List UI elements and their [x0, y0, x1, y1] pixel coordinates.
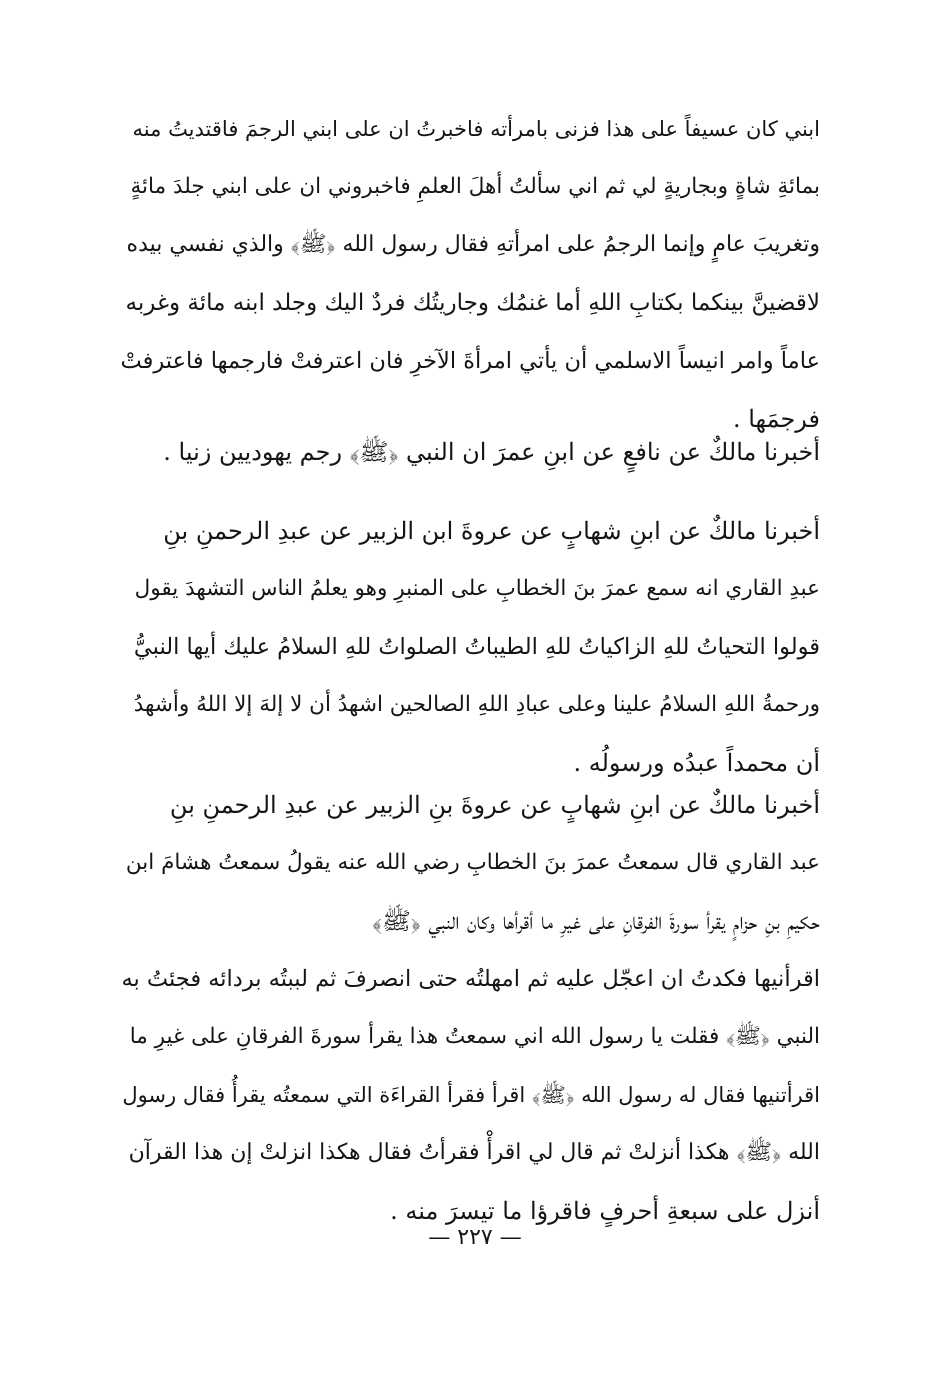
text-line: أخبرنا مالكٌ عن نافعٍ عن ابنِ عمرَ ان النبي ﴿ﷺ﴾ رجم يهوديين زنيا . — [163, 438, 820, 466]
text-line: أنزل على سبعةِ أحرفٍ فاقرؤا ما تيسرَ منه . — [390, 1197, 820, 1225]
text-line: عبدِ القاري انه سمع عمرَ بنَ الخطابِ على المنبرِ وهو يعلمُ الناس التشهدَ يقول — [134, 576, 820, 601]
text-line: أخبرنا مالكٌ عن ابنِ شهابٍ عن عروةَ ابن الزبير عن عبدِ الرحمنِ بنِ — [163, 517, 820, 545]
text-line: وتغريبَ عامٍ وإنما الرجمُ على امرأتهِ فقال رسول الله ﴿ﷺ﴾ والذي نفسي بيده — [126, 232, 820, 257]
paragraph-3 — [120, 502, 820, 792]
paragraph-1 — [120, 100, 820, 448]
text-line: أن محمداً عبدُه ورسولُه . — [573, 749, 820, 777]
text-line: اقرأتنيها فقال له رسول الله ﴿ﷺ﴾ اقرأ فقرأ القراءَة التي سمعتُه يقرأُ فقال رسول — [122, 1083, 820, 1107]
text-line: ابني كان عسيفاً على هذا فزنى بامرأته فاخبرتُ ان على ابني الرجمَ فاقتديتُ منه — [132, 117, 820, 141]
text-line: بمائةِ شاةٍ وبجاريةٍ لي ثم اني سألتُ أهلَ العلمِ فاخبروني ان على ابني جلدَ مائةٍ — [130, 174, 820, 199]
text-line: فرجمَها . — [732, 405, 820, 433]
text-line: عاماً وامر انيساً الاسلمي أن يأتي امرأةَ الآخرِ فان اعترفتْ فارجمها فاعترفتْ — [120, 348, 820, 374]
text-line: عبد القاري قال سمعتُ عمرَ بنَ الخطابِ رضي الله عنه يقولُ سمعتُ هشامَ ابن — [125, 850, 820, 875]
paragraph-2 — [120, 423, 820, 481]
text-line: قولوا التحياتُ للهِ الزاكياتُ للهِ الطيباتُ الصلواتُ للهِ السلامُ عليك أيها النبيُّ — [133, 634, 820, 660]
text-line: النبي ﴿ﷺ﴾ فقلت يا رسول الله اني سمعتُ هذا يقرأ سورةَ الفرقانِ على غيرِ ما — [129, 1024, 820, 1049]
text-line: لاقضينَّ بينكما بكتابِ اللهِ أما غنمُك وجاريتُك فردٌ اليك وجلد ابنه مائة وغربه — [125, 290, 820, 316]
text-line: أخبرنا مالكٌ عن ابنِ شهابٍ عن عروةَ بنِ الزبير عن عبدِ الرحمنِ بنِ — [169, 791, 820, 819]
paragraph-4 — [120, 776, 820, 1240]
text-line: الله ﴿ﷺ﴾ هكذا أنزلتْ ثم قال لي اقرأْ فقرأتُ فقال هكذا انزلتْ إن هذا القرآن — [128, 1140, 820, 1165]
text-line: حكيمِ بنِ حزامٍ يقرأ سورةَ الفرقانِ على غيرِ ما أقرأها وكان النبي ﴿ﷺ﴾ — [372, 907, 820, 935]
text-line: اقرأنيها فكدتُ ان اعجّل عليه ثم امهلتُه حتى انصرفَ ثم لببتُه بردائه فجئتُ به — [121, 966, 820, 992]
text-line: ورحمةُ اللهِ السلامُ علينا وعلى عبادِ اللهِ الصالحين اشهدُ أن لا إلهَ إلا اللهُ وأشهدُ — [133, 692, 820, 717]
page-number: — ٢٢٧ — — [428, 1225, 522, 1250]
